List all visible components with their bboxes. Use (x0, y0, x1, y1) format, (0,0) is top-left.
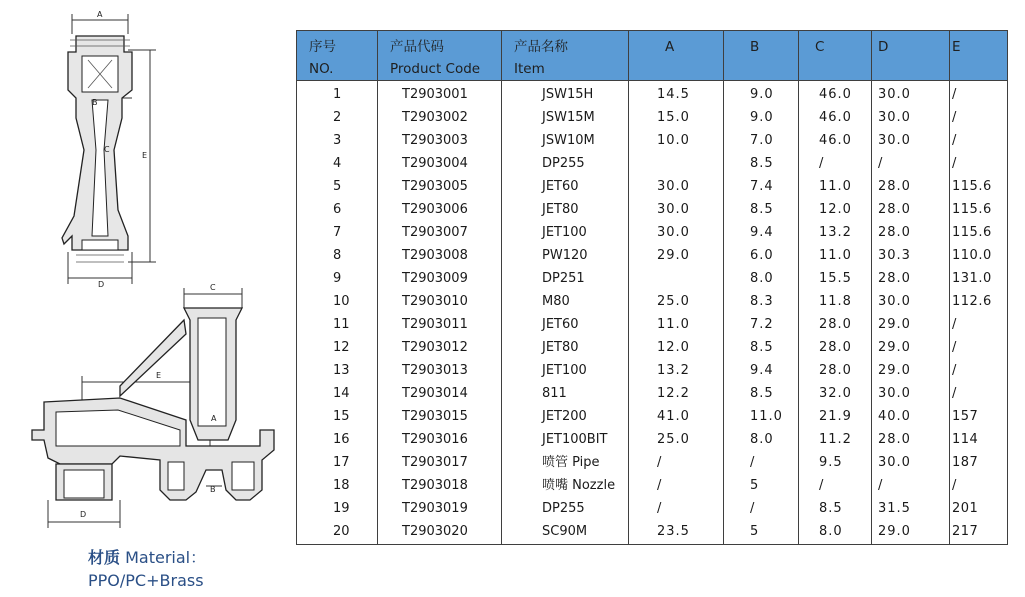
cell-no: 10 (297, 290, 378, 313)
cell-b: / (724, 497, 799, 520)
cell-a (629, 267, 724, 290)
cell-a: 12.2 (629, 382, 724, 405)
cell-c: 11.8 (799, 290, 872, 313)
cell-no: 4 (297, 152, 378, 175)
cell-e: / (950, 474, 1008, 497)
dim-label-c: C (104, 145, 110, 154)
cell-b: 8.0 (724, 267, 799, 290)
cell-b: 8.5 (724, 336, 799, 359)
table-row (297, 336, 1008, 359)
cell-item: JET60 (502, 313, 629, 336)
cell-product-code: T2903019 (378, 497, 502, 520)
cell-b: 7.2 (724, 313, 799, 336)
cell-d: 28.0 (872, 198, 950, 221)
dim-label-d: D (98, 280, 105, 289)
cell-b: 9.4 (724, 221, 799, 244)
cell-no: 1 (297, 81, 378, 107)
cell-d: 28.0 (872, 428, 950, 451)
cell-d: / (872, 474, 950, 497)
cell-a: 15.0 (629, 106, 724, 129)
cell-b: 9.4 (724, 359, 799, 382)
cell-b: 7.0 (724, 129, 799, 152)
cell-no: 19 (297, 497, 378, 520)
cell-item: JET100 (502, 359, 629, 382)
cell-c: 13.2 (799, 221, 872, 244)
cell-product-code: T2903003 (378, 129, 502, 152)
cell-b: 11.0 (724, 405, 799, 428)
cell-d: / (872, 152, 950, 175)
cell-no: 18 (297, 474, 378, 497)
cell-c: 46.0 (799, 106, 872, 129)
cell-e: / (950, 81, 1008, 107)
dim-label-a: A (97, 10, 103, 19)
cell-c: 11.2 (799, 428, 872, 451)
cell-d: 30.0 (872, 129, 950, 152)
header-label-cn: B (750, 39, 760, 55)
material-caption (88, 546, 206, 592)
cell-a: 11.0 (629, 313, 724, 336)
cell-a: 14.5 (629, 81, 724, 107)
cell-c: 11.0 (799, 244, 872, 267)
header-label-cn: D (878, 39, 889, 55)
dim-label-d-bottom: D (80, 510, 87, 519)
header-label-en: Product Code (390, 61, 481, 77)
cell-b: 8.3 (724, 290, 799, 313)
cell-no: 15 (297, 405, 378, 428)
header-col-product-code (378, 31, 502, 81)
cell-c: 11.0 (799, 175, 872, 198)
table-header (297, 31, 1008, 81)
cell-d: 30.0 (872, 451, 950, 474)
cell-a: / (629, 451, 724, 474)
cell-c: 28.0 (799, 359, 872, 382)
cell-d: 30.0 (872, 81, 950, 107)
cell-item: DP255 (502, 497, 629, 520)
cell-b: 9.0 (724, 81, 799, 107)
cell-e: 201 (950, 497, 1008, 520)
cell-e: 217 (950, 520, 1008, 544)
cell-item: JSW10M (502, 129, 629, 152)
dim-label-b-bottom: B (210, 485, 216, 494)
cell-d: 28.0 (872, 175, 950, 198)
table-row (297, 313, 1008, 336)
cell-c: 9.5 (799, 451, 872, 474)
cell-no: 2 (297, 106, 378, 129)
cell-no: 6 (297, 198, 378, 221)
cell-a: 10.0 (629, 129, 724, 152)
cell-e: 187 (950, 451, 1008, 474)
table-row (297, 106, 1008, 129)
cell-item: JET200 (502, 405, 629, 428)
cell-no: 13 (297, 359, 378, 382)
table-row (297, 451, 1008, 474)
cell-product-code: T2903009 (378, 267, 502, 290)
header-label-cn: E (952, 39, 961, 55)
dim-label-e-bottom: E (156, 371, 162, 380)
cell-c: 8.0 (799, 520, 872, 544)
cell-c: 28.0 (799, 313, 872, 336)
table-row (297, 267, 1008, 290)
cell-a: 23.5 (629, 520, 724, 544)
cell-item: JET100BIT (502, 428, 629, 451)
table-row (297, 497, 1008, 520)
cell-product-code: T2903013 (378, 359, 502, 382)
cell-d: 31.5 (872, 497, 950, 520)
material-label-cn: 材质 (88, 548, 121, 567)
cell-product-code: T2903002 (378, 106, 502, 129)
table-row (297, 129, 1008, 152)
cell-c: / (799, 474, 872, 497)
cell-product-code: T2903015 (378, 405, 502, 428)
cell-d: 28.0 (872, 221, 950, 244)
technical-drawings (0, 0, 290, 540)
table-row (297, 81, 1008, 107)
table-row (297, 520, 1008, 544)
cell-d: 29.0 (872, 313, 950, 336)
cell-no: 5 (297, 175, 378, 198)
material-value: PPO/PC+Brass (88, 571, 204, 590)
cell-item: JSW15H (502, 81, 629, 107)
dim-label-c-bottom: C (210, 283, 216, 292)
header-label-cn: 产品名称 (514, 39, 568, 55)
cell-item: JET100 (502, 221, 629, 244)
cell-d: 30.0 (872, 106, 950, 129)
cell-c: 21.9 (799, 405, 872, 428)
cell-product-code: T2903011 (378, 313, 502, 336)
cell-d: 30.3 (872, 244, 950, 267)
cell-b: 5 (724, 474, 799, 497)
cell-item: PW120 (502, 244, 629, 267)
cell-e: 115.6 (950, 175, 1008, 198)
header-col-d (872, 31, 950, 81)
cell-product-code: T2903020 (378, 520, 502, 544)
header-label-cn: 产品代码 (390, 39, 444, 55)
table-row (297, 382, 1008, 405)
cell-item: JET80 (502, 198, 629, 221)
cell-c: 28.0 (799, 336, 872, 359)
cell-item: 喷嘴 Nozzle (502, 474, 629, 497)
table-row (297, 290, 1008, 313)
cell-b: 8.5 (724, 382, 799, 405)
cell-item: 喷管 Pipe (502, 451, 629, 474)
cell-e: / (950, 382, 1008, 405)
cell-b: 7.4 (724, 175, 799, 198)
table-row (297, 428, 1008, 451)
cell-product-code: T2903010 (378, 290, 502, 313)
header-col-item (502, 31, 629, 81)
cell-e: 157 (950, 405, 1008, 428)
cell-no: 3 (297, 129, 378, 152)
cell-a (629, 152, 724, 175)
cell-e: / (950, 313, 1008, 336)
cell-no: 12 (297, 336, 378, 359)
table-row (297, 359, 1008, 382)
cell-a: 25.0 (629, 290, 724, 313)
cell-e: / (950, 359, 1008, 382)
dim-label-e: E (142, 151, 148, 160)
cell-item: DP255 (502, 152, 629, 175)
cell-product-code: T2903012 (378, 336, 502, 359)
cell-a: 13.2 (629, 359, 724, 382)
cell-product-code: T2903008 (378, 244, 502, 267)
cell-product-code: T2903014 (378, 382, 502, 405)
cell-product-code: T2903005 (378, 175, 502, 198)
cell-e: / (950, 106, 1008, 129)
cell-c: 12.0 (799, 198, 872, 221)
table-row (297, 175, 1008, 198)
cell-d: 30.0 (872, 290, 950, 313)
cell-item: DP251 (502, 267, 629, 290)
cell-product-code: T2903018 (378, 474, 502, 497)
nozzle-section-drawing (0, 0, 290, 290)
cell-no: 14 (297, 382, 378, 405)
header-col-no (297, 31, 378, 81)
cell-no: 8 (297, 244, 378, 267)
cell-e: / (950, 336, 1008, 359)
cell-c: 8.5 (799, 497, 872, 520)
cell-b: 5 (724, 520, 799, 544)
cell-no: 16 (297, 428, 378, 451)
cell-e: / (950, 152, 1008, 175)
cell-e: 115.6 (950, 221, 1008, 244)
material-label-line (88, 546, 206, 569)
nozzle-body-drawing (0, 280, 290, 530)
header-col-c (799, 31, 872, 81)
cell-b: 8.0 (724, 428, 799, 451)
dim-label-b: B (92, 98, 98, 107)
cell-a: 12.0 (629, 336, 724, 359)
cell-product-code: T2903007 (378, 221, 502, 244)
cell-d: 29.0 (872, 359, 950, 382)
header-label-cn: 序号 (309, 39, 336, 55)
cell-product-code: T2903001 (378, 81, 502, 107)
table-body (297, 81, 1008, 545)
table-row (297, 405, 1008, 428)
cell-d: 30.0 (872, 382, 950, 405)
cell-a: 30.0 (629, 175, 724, 198)
cell-c: / (799, 152, 872, 175)
cell-e: 112.6 (950, 290, 1008, 313)
cell-b: 9.0 (724, 106, 799, 129)
cell-product-code: T2903017 (378, 451, 502, 474)
cell-d: 40.0 (872, 405, 950, 428)
cell-item: SC90M (502, 520, 629, 544)
header-label-en: NO. (309, 61, 334, 77)
cell-e: / (950, 129, 1008, 152)
table-row (297, 474, 1008, 497)
header-col-b (724, 31, 799, 81)
cell-b: 8.5 (724, 198, 799, 221)
dim-label-a-bottom: A (211, 414, 217, 423)
cell-no: 20 (297, 520, 378, 544)
cell-c: 32.0 (799, 382, 872, 405)
product-spec-table (296, 30, 1008, 545)
cell-product-code: T2903016 (378, 428, 502, 451)
table-row (297, 244, 1008, 267)
cell-e: 114 (950, 428, 1008, 451)
cell-item: M80 (502, 290, 629, 313)
table-row (297, 198, 1008, 221)
cell-item: 811 (502, 382, 629, 405)
cell-a: / (629, 497, 724, 520)
table-row (297, 152, 1008, 175)
cell-d: 29.0 (872, 520, 950, 544)
cell-a: / (629, 474, 724, 497)
cell-item: JET80 (502, 336, 629, 359)
cell-a: 30.0 (629, 221, 724, 244)
cell-b: 8.5 (724, 152, 799, 175)
cell-no: 17 (297, 451, 378, 474)
cell-product-code: T2903006 (378, 198, 502, 221)
header-label-en: Item (514, 61, 545, 77)
cell-no: 11 (297, 313, 378, 336)
cell-a: 25.0 (629, 428, 724, 451)
cell-item: JSW15M (502, 106, 629, 129)
cell-c: 15.5 (799, 267, 872, 290)
cell-d: 28.0 (872, 267, 950, 290)
cell-b: 6.0 (724, 244, 799, 267)
header-col-a (629, 31, 724, 81)
cell-c: 46.0 (799, 81, 872, 107)
cell-item: JET60 (502, 175, 629, 198)
cell-no: 9 (297, 267, 378, 290)
cell-a: 29.0 (629, 244, 724, 267)
table-row (297, 221, 1008, 244)
cell-e: 110.0 (950, 244, 1008, 267)
header-label-cn: C (815, 39, 825, 55)
cell-e: 131.0 (950, 267, 1008, 290)
cell-c: 46.0 (799, 129, 872, 152)
cell-b: / (724, 451, 799, 474)
cell-a: 30.0 (629, 198, 724, 221)
cell-d: 29.0 (872, 336, 950, 359)
cell-product-code: T2903004 (378, 152, 502, 175)
header-col-e (950, 31, 1008, 81)
cell-a: 41.0 (629, 405, 724, 428)
header-label-cn: A (665, 39, 675, 55)
material-label-en: Material： (125, 548, 207, 567)
cell-no: 7 (297, 221, 378, 244)
cell-e: 115.6 (950, 198, 1008, 221)
